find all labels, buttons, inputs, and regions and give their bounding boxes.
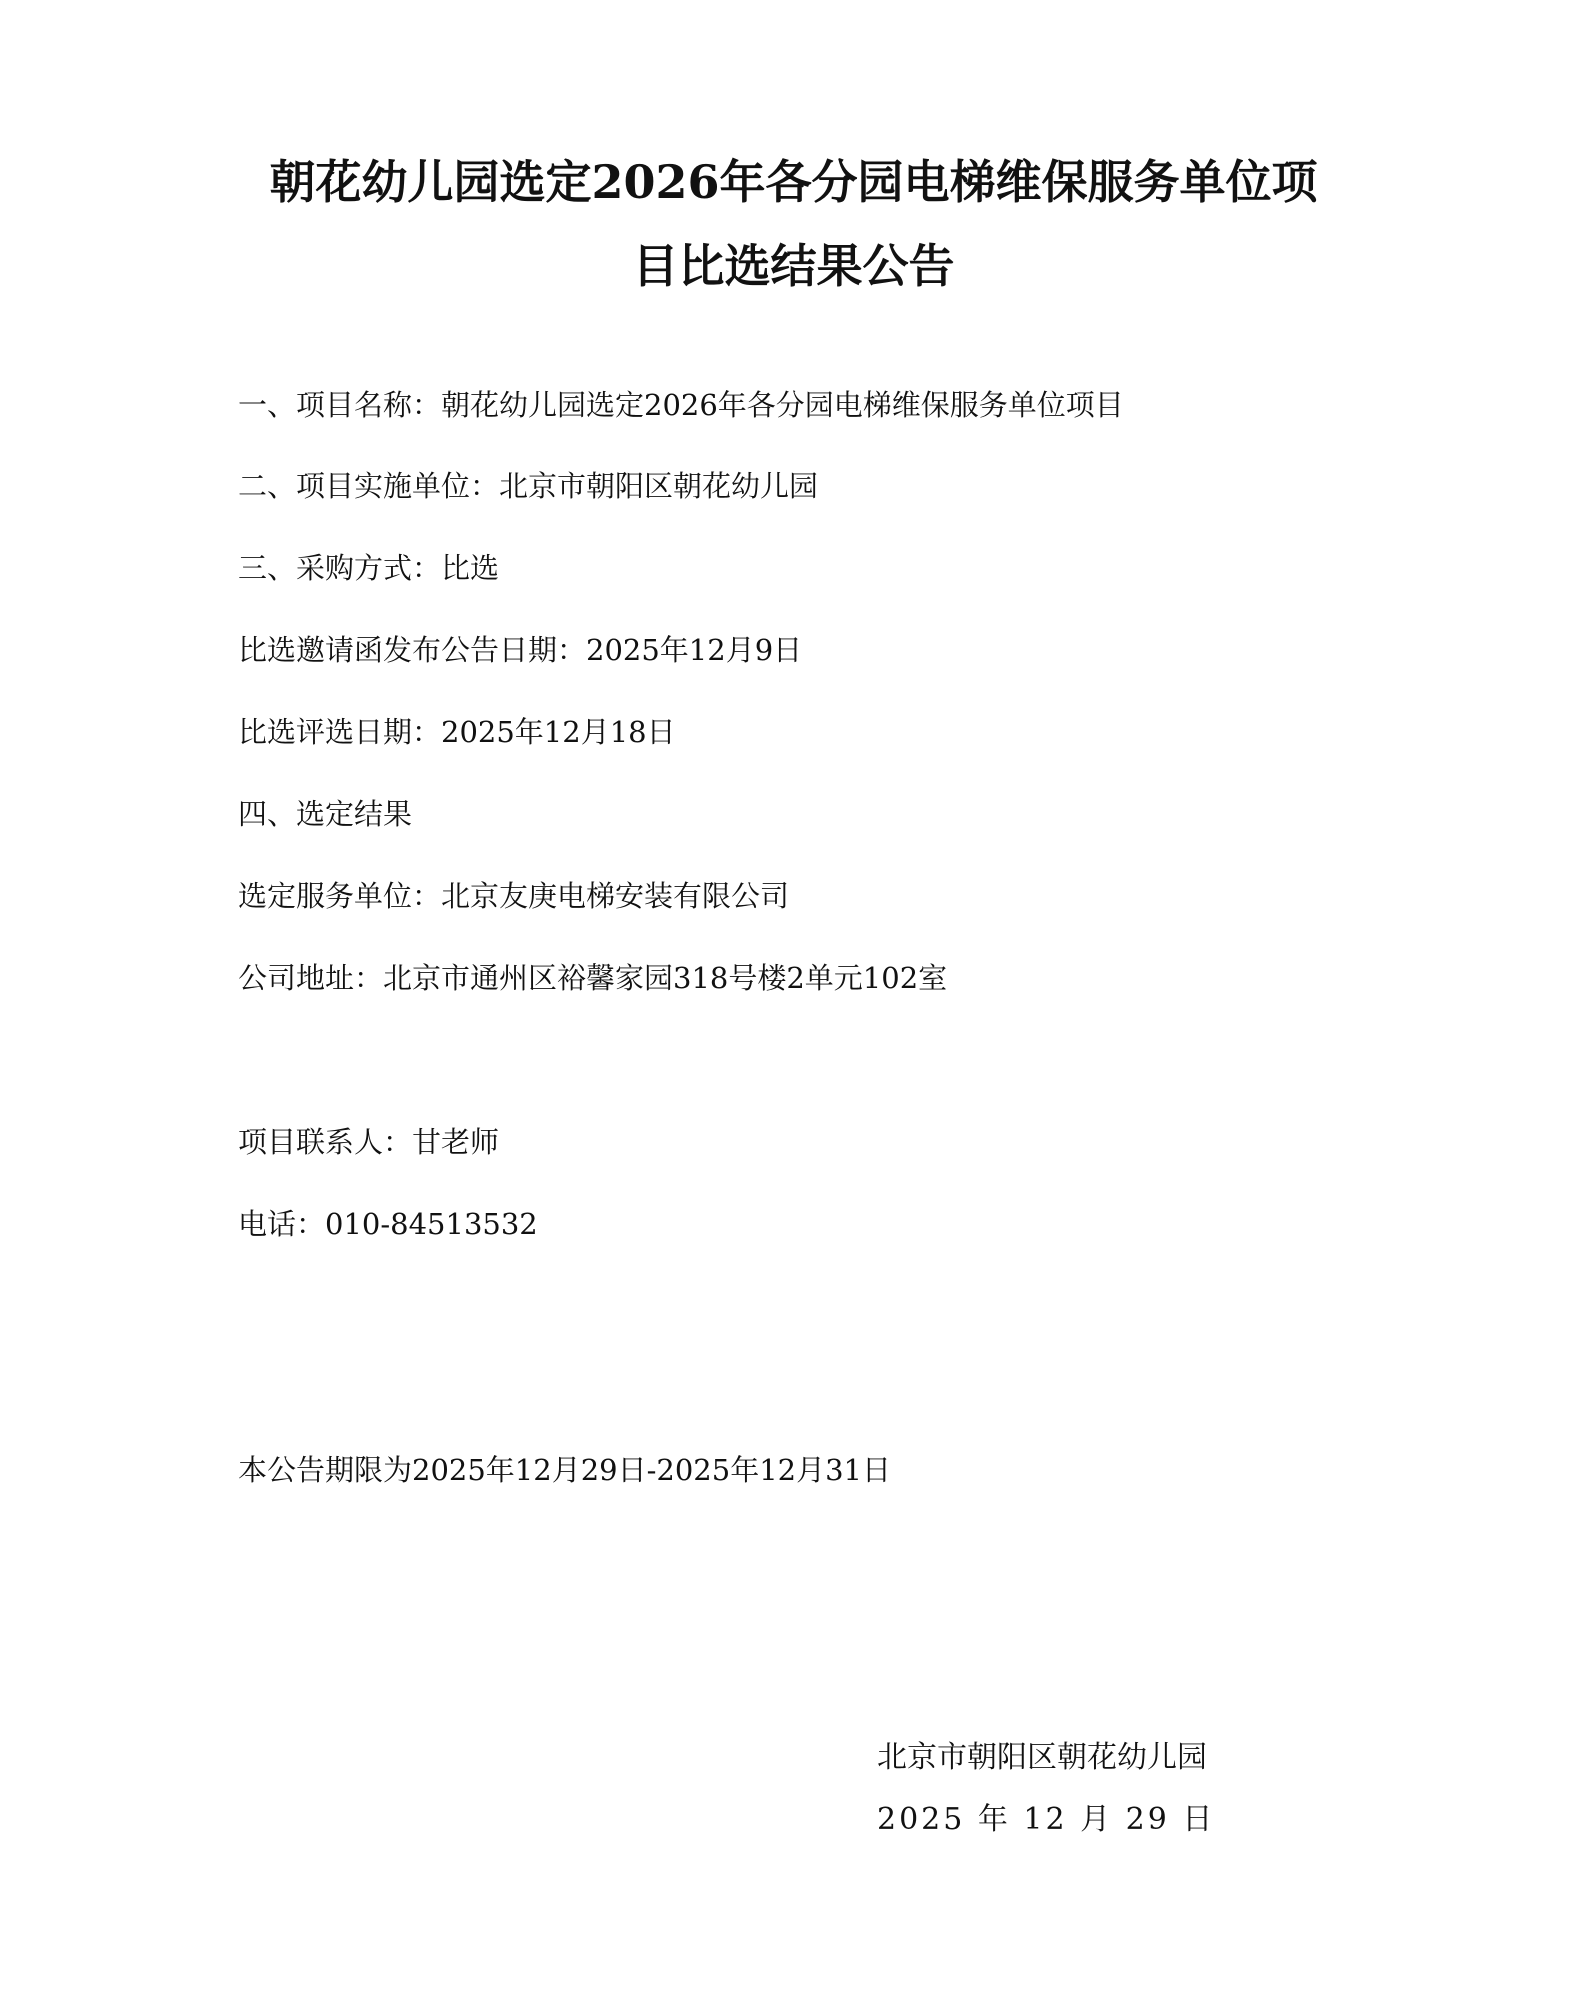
phone-line: 电话：010-84513532	[238, 1207, 538, 1241]
evaluation-date-line: 比选评选日期：2025年12月18日	[238, 715, 676, 749]
document-title	[0, 140, 1587, 308]
selected-unit-line: 选定服务单位：北京友庚电梯安装有限公司	[238, 879, 790, 913]
result-heading: 四、选定结果	[238, 797, 413, 831]
invitation-date-line: 比选邀请函发布公告日期：2025年12月9日	[238, 633, 803, 667]
notice-period-line: 本公告期限为2025年12月29日-2025年12月31日	[238, 1453, 892, 1487]
company-address-line: 公司地址：北京市通州区裕馨家园318号楼2单元102室	[238, 961, 948, 995]
procurement-method-line: 三、采购方式：比选	[238, 551, 500, 585]
project-name-line: 一、项目名称：朝花幼儿园选定2026年各分园电梯维保服务单位项目	[238, 388, 1124, 422]
implementing-unit-line: 二、项目实施单位：北京市朝阳区朝花幼儿园	[238, 469, 819, 503]
title-line-2: 目比选结果公告	[632, 239, 955, 293]
signature-organization: 北京市朝阳区朝花幼儿园	[877, 1740, 1207, 1775]
title-line-1: 朝花幼儿园选定2026年各分园电梯维保服务单位项	[269, 155, 1318, 209]
contact-person-line: 项目联系人：甘老师	[238, 1125, 500, 1159]
signature-date: 2025 年 12 月 29 日	[877, 1802, 1216, 1837]
